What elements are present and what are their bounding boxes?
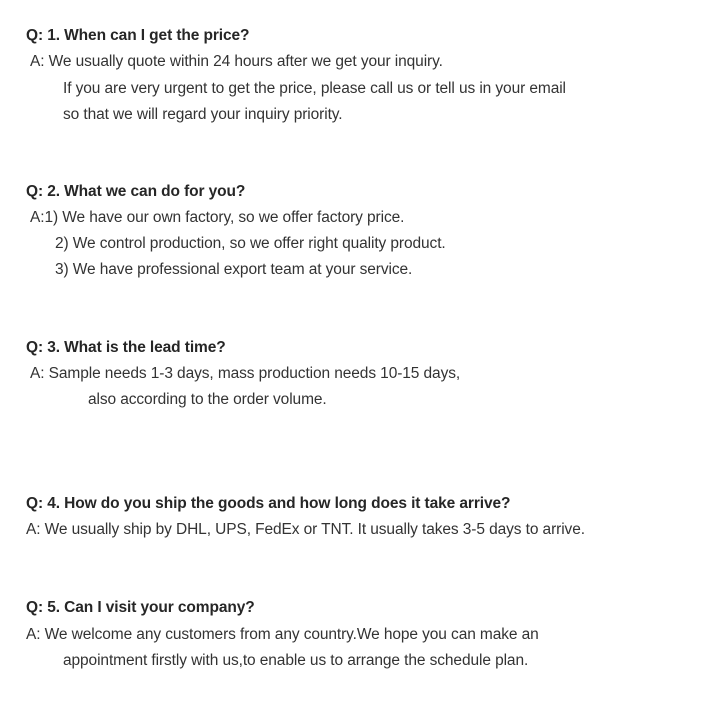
faq-3-answer-line-2: also according to the order volume. xyxy=(88,391,327,408)
faq-2-answer-line-2: 2) We control production, so we offer right quality product. xyxy=(55,235,446,252)
faq-1-answer-line-1: A: We usually quote within 24 hours after we get your inquiry. xyxy=(30,53,443,70)
faq-2-question: Q: 2. What we can do for you? xyxy=(26,183,246,200)
faq-5-answer-line-1: A: We welcome any customers from any country.We hope you can make an xyxy=(26,626,539,643)
faq-3-question: Q: 3. What is the lead time? xyxy=(26,339,226,356)
faq-4-answer-line-1: A: We usually ship by DHL, UPS, FedEx or TNT. It usually takes 3-5 days to arrive. xyxy=(26,521,585,538)
faq-4-question: Q: 4. How do you ship the goods and how long does it take arrive? xyxy=(26,495,511,512)
faq-2-answer-line-1: A:1) We have our own factory, so we offer factory price. xyxy=(30,209,405,226)
faq-1-answer-line-2: If you are very urgent to get the price, please call us or tell us in your email xyxy=(63,80,566,97)
faq-2-answer-line-3: 3) We have professional export team at your service. xyxy=(55,261,413,278)
faq-1-answer-line-3: so that we will regard your inquiry priority. xyxy=(63,106,343,123)
faq-3-answer-line-1: A: Sample needs 1-3 days, mass production needs 10-15 days, xyxy=(30,365,461,382)
faq-5-question: Q: 5. Can I visit your company? xyxy=(26,599,255,616)
faq-1-question: Q: 1. When can I get the price? xyxy=(26,27,250,44)
faq-5-answer-line-2: appointment firstly with us,to enable us to arrange the schedule plan. xyxy=(63,652,529,669)
